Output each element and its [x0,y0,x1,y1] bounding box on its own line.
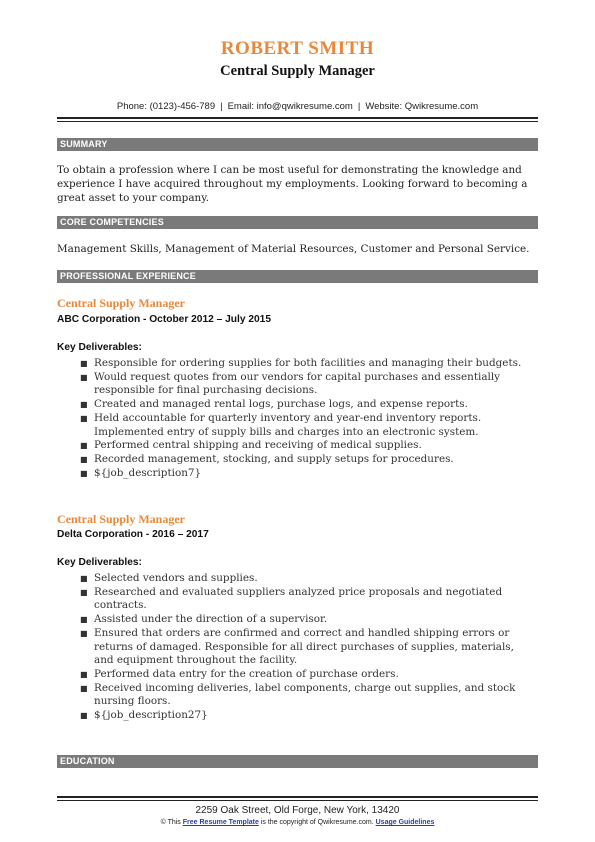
experience-heading: PROFESSIONAL EXPERIENCE [57,270,538,283]
contact-phone: Phone: (0123)-456-789 [116,101,216,112]
bullet-icon: ■ [80,468,88,478]
list-item: ■ Responsible for ordering supplies for both facilities and managing their budgets. [80,357,522,369]
bullet-icon: ■ [80,574,88,583]
list-item: ■ Performed data entry for the creation of purchase orders. [80,667,399,680]
bullet-icon: ■ [80,615,88,625]
contact-website: Website: Qwikresume.com [365,101,479,112]
list-item: ■ Performed central shipping and receiving of medical supplies. [80,439,422,452]
bullet-icon: ■ [80,441,88,451]
job-company: Delta Corporation - 2016 – 2017 [57,529,209,540]
list-item: ■ ${job_description27} [80,709,208,722]
header-divider-thin [57,121,538,122]
free-resume-template-link[interactable]: Free Resume Template [182,819,259,826]
footer-divider [57,796,538,798]
list-item: ■ Selected vendors and supplies. [80,572,258,584]
bullet-icon: ■ [80,454,88,464]
list-item: ■ Received incoming deliveries, label components, charge out supplies, and stock nursing floors. [80,681,516,708]
competencies-heading: CORE COMPETENCIES [57,216,538,229]
candidate-name: ROBERT SMITH [220,38,375,59]
footer-divider-thin [57,800,538,801]
header-divider [57,117,538,119]
bullet-icon: ■ [80,372,88,382]
list-item: ■ Assisted under the direction of a supervisor. [80,613,328,626]
job-bullet-list [57,572,527,723]
education-heading: EDUCATION [57,755,538,768]
key-deliverables-label: Key Deliverables: [57,557,142,568]
list-item: ■ Researched and evaluated suppliers analyzed price proposals and negotiated contracts. [80,585,503,612]
contact-separator: | [220,101,223,112]
bullet-icon: ■ [80,669,88,679]
contact-line [0,101,595,112]
bullet-icon: ■ [80,400,88,410]
copyright-middle: is the copyright of Qwikresume.com. [260,819,374,826]
competencies-text: Management Skills, Management of Material Resources, Customer and Personal Service. [57,243,530,255]
summary-heading: SUMMARY [57,138,538,151]
list-item: ■ ${job_description7} [80,466,202,479]
candidate-title: Central Supply Manager [220,63,375,79]
copyright-prefix: © This [160,819,181,826]
job-company: ABC Corporation - October 2012 – July 2015 [57,314,272,325]
bullet-icon: ■ [80,628,88,638]
job-role: Central Supply Manager [57,512,186,526]
bullet-icon: ■ [80,359,88,368]
list-item: ■ Recorded management, stocking, and supply setups for procedures. [80,452,454,465]
footer-copyright [0,819,595,826]
list-item: ■ Would request quotes from our vendors for capital purchases and essentially responsible for final purchasing decisions. [80,370,501,397]
job-role: Central Supply Manager [57,296,186,310]
contact-email: Email: info@qwikresume.com [227,101,353,112]
summary-text: To obtain a profession where I can be most useful for demonstrating the knowledge and experience I have acquired throughout my employments. Looking forward to becoming a great asset to your company. [57,164,528,204]
list-item: ■ Held accountable for quarterly inventory and year-end inventory reports. Implemented entry of supply bills and charges into an electronic system. [80,411,482,438]
list-item: ■ Ensured that orders are confirmed and correct and handled shipping errors or returns of damaged. Responsible for all direct purchases of supplies, materials, and equipment throughout the facility. [80,626,514,667]
footer-address: 2259 Oak Street, Old Forge, New York, 13420 [195,805,400,816]
job-bullet-list [57,357,527,480]
contact-separator: | [357,101,361,112]
key-deliverables-label: Key Deliverables: [57,342,142,353]
usage-guidelines-link[interactable]: Usage Guidelines [375,819,435,826]
bullet-icon: ■ [80,683,88,693]
bullet-icon: ■ [80,711,88,721]
list-item: ■ Created and managed rental logs, purchase logs, and expense reports. [80,398,468,411]
bullet-icon: ■ [80,587,88,597]
bullet-icon: ■ [80,413,88,423]
